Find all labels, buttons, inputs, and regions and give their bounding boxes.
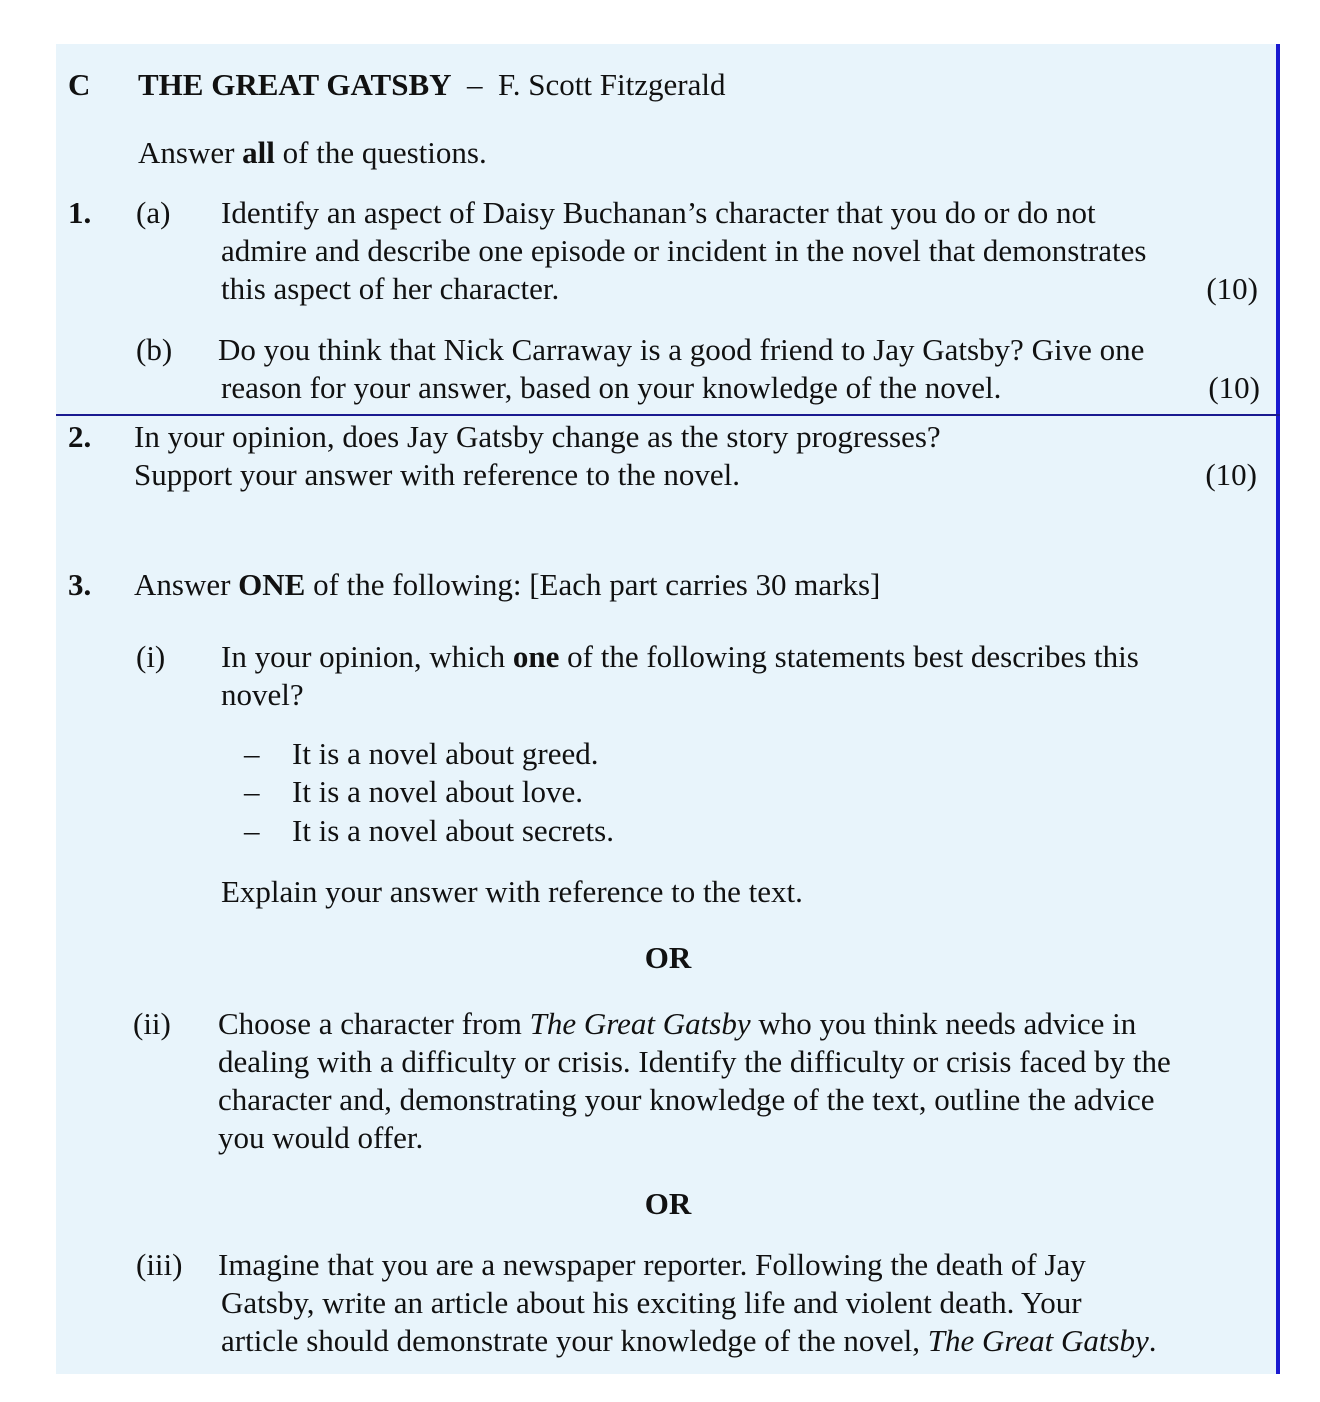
q3i-label: (i): [136, 639, 166, 674]
bullet-item-secrets: It is a novel about secrets.: [292, 813, 614, 848]
q2-line1: In your opinion, does Jay Gatsby change as the story progresses?: [134, 419, 941, 454]
q1a-line1: Identify an aspect of Daisy Buchanan’s character that you do or do not: [221, 195, 1096, 230]
bullet-item-greed: It is a novel about greed.: [292, 736, 599, 771]
q3ii-line4: you would offer.: [218, 1120, 424, 1155]
q3i-line2: novel?: [221, 677, 304, 712]
q3iii-line2: Gatsby, write an article about his exciting life and violent death. Your: [221, 1285, 1082, 1320]
q3i-line1: In your opinion, which one of the following statements best describes this: [221, 639, 1139, 674]
q3iii-line3: article should demonstrate your knowledge of the novel, The Great Gatsby.: [221, 1323, 1157, 1358]
section-title-line: [138, 66, 725, 104]
q3ii-line3: character and, demonstrating your knowledge of the text, outline the advice: [218, 1082, 1155, 1117]
q3ii-label: (ii): [133, 1006, 171, 1041]
q1b-line2: reason for your answer, based on your knowledge of the novel.: [221, 370, 1002, 405]
author-name: F. Scott Fitzgerald: [498, 67, 726, 102]
q1-number: 1.: [68, 195, 92, 230]
q3i-explain: Explain your answer with reference to the text.: [221, 874, 803, 909]
q2-number: 2.: [68, 419, 92, 454]
q1a-marks: (10): [1206, 271, 1258, 306]
bullet-dash: –: [244, 736, 260, 771]
q3iii-label: (iii): [136, 1247, 183, 1282]
q3ii-line1: Choose a character from The Great Gatsby who you think needs advice in: [218, 1006, 1137, 1041]
or-divider-2: OR: [644, 1186, 692, 1221]
q1b-line1: Do you think that Nick Carraway is a good friend to Jay Gatsby? Give one: [218, 332, 1145, 367]
bullet-item-love: It is a novel about love.: [292, 774, 583, 809]
title-dash: –: [467, 67, 483, 102]
q1a-line3: this aspect of her character.: [221, 271, 560, 306]
bullet-dash: –: [244, 813, 260, 848]
q2-marks: (10): [1205, 457, 1257, 492]
q1a-line2: admire and describe one episode or incident in the novel that demonstrates: [221, 233, 1147, 268]
q3-number: 3.: [68, 567, 92, 602]
q2-line2: Support your answer with reference to the novel.: [134, 457, 741, 492]
q3ii-line2: dealing with a difficulty or crisis. Identify the difficulty or crisis faced by the: [218, 1044, 1171, 1079]
q3iii-line1: Imagine that you are a newspaper reporter. Following the death of Jay: [218, 1247, 1086, 1282]
instruction: Answer all of the questions.: [138, 135, 487, 170]
section-divider: [56, 414, 1280, 416]
q3-intro: Answer ONE of the following: [Each part carries 30 marks]: [134, 567, 881, 602]
section-letter: C: [68, 67, 91, 102]
q1b-label: (b): [136, 332, 173, 367]
q1a-label: (a): [136, 195, 171, 230]
bullet-dash: –: [244, 774, 260, 809]
novel-title: THE GREAT GATSBY: [138, 67, 452, 102]
q1b-marks: (10): [1208, 370, 1260, 405]
or-divider-1: OR: [644, 940, 692, 975]
